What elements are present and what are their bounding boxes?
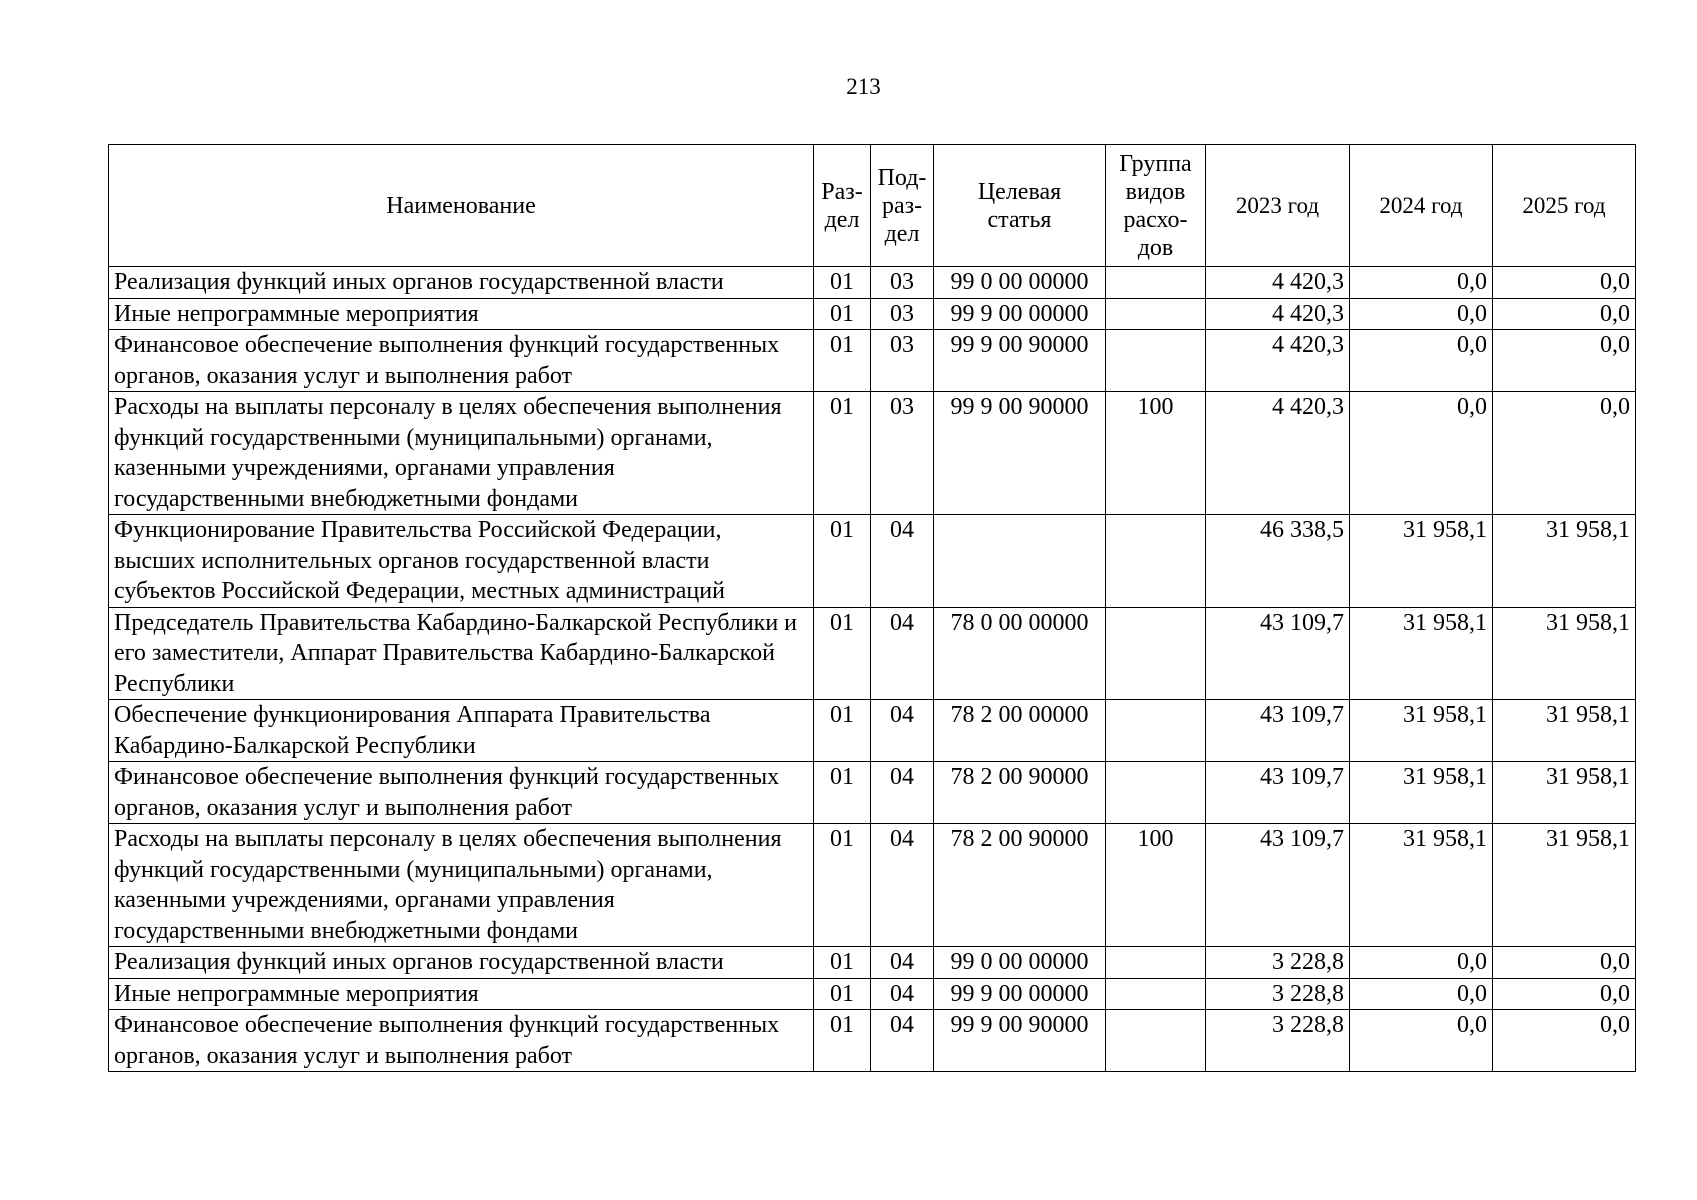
cell-group — [1106, 607, 1206, 700]
cell-target: 99 9 00 00000 — [934, 298, 1106, 330]
cell-razdel: 01 — [814, 267, 871, 299]
cell-name: Функционирование Правительства Российской Федерации, высших исполнительных органов государственной власти субъектов Российской Федерации, местных администраций — [109, 515, 814, 608]
table-row — [109, 607, 1636, 700]
cell-podrazdel: 03 — [871, 330, 934, 392]
cell-2024: 31 958,1 — [1350, 515, 1493, 608]
header-razdel — [814, 145, 871, 267]
table-row — [109, 267, 1636, 299]
cell-2024: 0,0 — [1350, 978, 1493, 1010]
header-podrazdel-line: раз- — [881, 192, 923, 219]
table-row — [109, 392, 1636, 515]
cell-name: Председатель Правительства Кабардино-Балкарской Республики и его заместители, Аппарат Правительства Кабардино-Балкарской Республики — [109, 607, 814, 700]
header-group-line: видов — [1125, 178, 1186, 205]
cell-target: 78 2 00 00000 — [934, 700, 1106, 762]
header-razdel-line: Раз- — [821, 178, 863, 205]
cell-2024: 0,0 — [1350, 1010, 1493, 1072]
header-razdel-line: дел — [824, 206, 860, 233]
cell-podrazdel: 03 — [871, 267, 934, 299]
cell-name: Обеспечение функционирования Аппарата Правительства Кабардино-Балкарской Республики — [109, 700, 814, 762]
cell-group — [1106, 762, 1206, 824]
cell-2025: 31 958,1 — [1493, 515, 1636, 608]
cell-2023: 46 338,5 — [1206, 515, 1350, 608]
cell-2023: 3 228,8 — [1206, 1010, 1350, 1072]
cell-2023: 4 420,3 — [1206, 298, 1350, 330]
cell-target: 99 0 00 00000 — [934, 947, 1106, 979]
cell-target: 99 9 00 90000 — [934, 330, 1106, 392]
cell-2023: 43 109,7 — [1206, 762, 1350, 824]
cell-name: Реализация функций иных органов государственной власти — [109, 947, 814, 979]
cell-2023: 43 109,7 — [1206, 607, 1350, 700]
cell-target: 99 9 00 00000 — [934, 978, 1106, 1010]
header-group — [1106, 145, 1206, 267]
header-2024: 2024 год — [1350, 145, 1493, 267]
cell-2024: 31 958,1 — [1350, 824, 1493, 947]
cell-razdel: 01 — [814, 700, 871, 762]
cell-podrazdel: 04 — [871, 700, 934, 762]
cell-2023: 3 228,8 — [1206, 978, 1350, 1010]
cell-group — [1106, 700, 1206, 762]
table-row — [109, 330, 1636, 392]
cell-group: 100 — [1106, 824, 1206, 947]
cell-2025: 0,0 — [1493, 947, 1636, 979]
page-number: 213 — [846, 74, 881, 99]
cell-name: Иные непрограммные мероприятия — [109, 298, 814, 330]
header-group-line: дов — [1137, 234, 1174, 261]
cell-podrazdel: 03 — [871, 298, 934, 330]
cell-target: 78 2 00 90000 — [934, 762, 1106, 824]
cell-target — [934, 515, 1106, 608]
table-row — [109, 298, 1636, 330]
cell-group — [1106, 515, 1206, 608]
cell-name: Иные непрограммные мероприятия — [109, 978, 814, 1010]
table-row — [109, 978, 1636, 1010]
cell-group: 100 — [1106, 392, 1206, 515]
cell-podrazdel: 04 — [871, 824, 934, 947]
cell-group — [1106, 267, 1206, 299]
cell-group — [1106, 330, 1206, 392]
cell-target: 99 9 00 90000 — [934, 392, 1106, 515]
cell-name: Финансовое обеспечение выполнения функций государственных органов, оказания услуг и выполнения работ — [109, 762, 814, 824]
cell-2025: 31 958,1 — [1493, 700, 1636, 762]
cell-podrazdel: 04 — [871, 1010, 934, 1072]
header-podrazdel-line: Под- — [877, 164, 927, 191]
cell-target: 99 0 00 00000 — [934, 267, 1106, 299]
header-podrazdel — [871, 145, 934, 267]
cell-2024: 0,0 — [1350, 330, 1493, 392]
table-row — [109, 1010, 1636, 1072]
cell-2023: 43 109,7 — [1206, 824, 1350, 947]
cell-2025: 31 958,1 — [1493, 824, 1636, 947]
header-target — [934, 145, 1106, 267]
cell-2023: 4 420,3 — [1206, 392, 1350, 515]
cell-2025: 0,0 — [1493, 330, 1636, 392]
cell-2023: 3 228,8 — [1206, 947, 1350, 979]
cell-2024: 0,0 — [1350, 267, 1493, 299]
cell-razdel: 01 — [814, 978, 871, 1010]
cell-2025: 31 958,1 — [1493, 607, 1636, 700]
header-name: Наименование — [109, 145, 814, 267]
header-2023: 2023 год — [1206, 145, 1350, 267]
table-row — [109, 947, 1636, 979]
cell-razdel: 01 — [814, 298, 871, 330]
cell-2024: 0,0 — [1350, 298, 1493, 330]
table-row — [109, 824, 1636, 947]
cell-razdel: 01 — [814, 392, 871, 515]
cell-2025: 0,0 — [1493, 978, 1636, 1010]
cell-razdel: 01 — [814, 515, 871, 608]
cell-2023: 43 109,7 — [1206, 700, 1350, 762]
table-header-row — [109, 145, 1636, 267]
cell-2025: 0,0 — [1493, 298, 1636, 330]
cell-group — [1106, 978, 1206, 1010]
cell-target: 78 2 00 90000 — [934, 824, 1106, 947]
cell-podrazdel: 04 — [871, 515, 934, 608]
cell-name: Расходы на выплаты персоналу в целях обеспечения выполнения функций государственными (муниципальными) органами, казенными учреждениями, органами управления государственными внебюджетными фондами — [109, 824, 814, 947]
cell-2024: 0,0 — [1350, 392, 1493, 515]
cell-group — [1106, 947, 1206, 979]
cell-target: 99 9 00 90000 — [934, 1010, 1106, 1072]
cell-podrazdel: 04 — [871, 762, 934, 824]
cell-group — [1106, 298, 1206, 330]
cell-2023: 4 420,3 — [1206, 267, 1350, 299]
table-row — [109, 515, 1636, 608]
cell-razdel: 01 — [814, 824, 871, 947]
cell-razdel: 01 — [814, 762, 871, 824]
cell-target: 78 0 00 00000 — [934, 607, 1106, 700]
cell-name: Финансовое обеспечение выполнения функций государственных органов, оказания услуг и выполнения работ — [109, 1010, 814, 1072]
cell-group — [1106, 1010, 1206, 1072]
cell-2025: 0,0 — [1493, 1010, 1636, 1072]
cell-podrazdel: 04 — [871, 978, 934, 1010]
cell-name: Реализация функций иных органов государственной власти — [109, 267, 814, 299]
cell-razdel: 01 — [814, 607, 871, 700]
budget-table — [108, 144, 1636, 1072]
cell-2024: 31 958,1 — [1350, 607, 1493, 700]
header-target-line: статья — [987, 206, 1052, 233]
header-2025: 2025 год — [1493, 145, 1636, 267]
cell-podrazdel: 04 — [871, 947, 934, 979]
cell-razdel: 01 — [814, 330, 871, 392]
cell-name: Финансовое обеспечение выполнения функций государственных органов, оказания услуг и выполнения работ — [109, 330, 814, 392]
header-group-line: расхо- — [1123, 206, 1188, 233]
cell-podrazdel: 03 — [871, 392, 934, 515]
cell-razdel: 01 — [814, 1010, 871, 1072]
header-podrazdel-line: дел — [884, 220, 920, 247]
table-row — [109, 700, 1636, 762]
cell-2024: 0,0 — [1350, 947, 1493, 979]
cell-2023: 4 420,3 — [1206, 330, 1350, 392]
cell-podrazdel: 04 — [871, 607, 934, 700]
cell-2024: 31 958,1 — [1350, 700, 1493, 762]
cell-2025: 31 958,1 — [1493, 762, 1636, 824]
table-row — [109, 762, 1636, 824]
cell-2024: 31 958,1 — [1350, 762, 1493, 824]
cell-name: Расходы на выплаты персоналу в целях обеспечения выполнения функций государственными (муниципальными) органами, казенными учреждениями, органами управления государственными внебюджетными фондами — [109, 392, 814, 515]
cell-2025: 0,0 — [1493, 392, 1636, 515]
header-target-line: Целевая — [977, 178, 1062, 205]
cell-razdel: 01 — [814, 947, 871, 979]
header-group-line: Группа — [1119, 150, 1192, 177]
cell-2025: 0,0 — [1493, 267, 1636, 299]
